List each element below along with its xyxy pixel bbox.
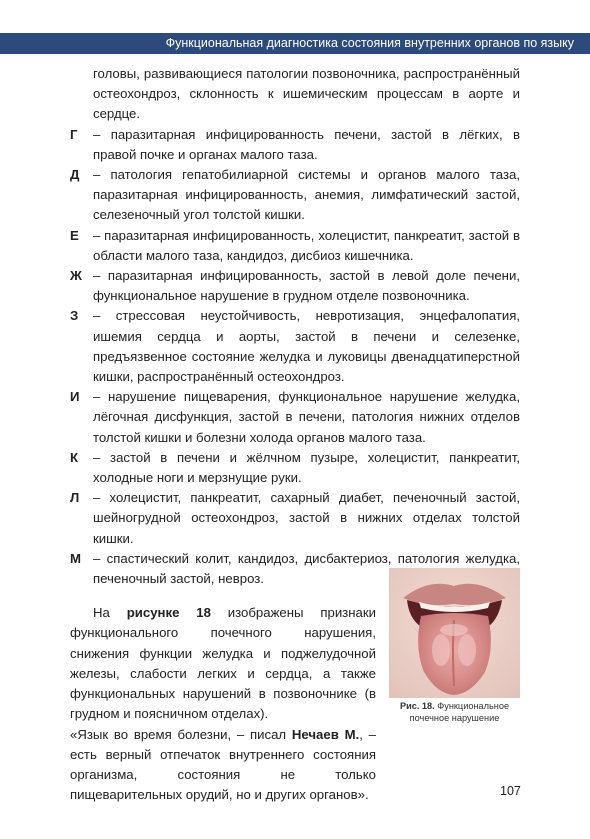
list-item-text: – нарушение пищеварения, функциональное нарушение желудка, лёгочная дисфункция, застой в печени, патология нижних отделов толстой кишки и болезни холода органов малого таза.	[93, 389, 520, 445]
paragraph-text: , – есть верный отпечаток внутреннего состояния организма, состояния не только пищеварительных орудий, но и других органов».	[70, 726, 376, 803]
list-item	[70, 226, 520, 266]
list-item	[70, 448, 520, 488]
list-item-letter: М	[70, 550, 81, 566]
paragraph-text: изображены признаки функционального почечного нарушения, снижения функции желудка и поджелудочной железы, слабости легких и сердца, а также функциональных нарушений в позвоночнике (в грудном и поясничном отделах).	[70, 605, 376, 722]
figure-caption	[389, 700, 520, 724]
page-number: 107	[500, 784, 521, 798]
paragraph-figure-reference	[70, 603, 376, 724]
list-item	[70, 488, 520, 549]
list-item-letter: Л	[70, 490, 80, 506]
paragraph-quote	[70, 725, 376, 806]
figure-caption-text: Функциональное почечное нарушение	[409, 701, 510, 723]
list-item-text: – паразитарная инфицированность, холецистит, панкреатит, застой в области малого таза, кандидоз, дисбиоз кишечника.	[93, 227, 520, 263]
list-item-letter: Г	[70, 126, 78, 142]
list-item	[70, 266, 520, 306]
list-item	[70, 125, 520, 165]
figure-caption-label: Рис. 18.	[399, 701, 435, 711]
intro-continuation: головы, развивающиеся патологии позвоночника, распространённый остеохондроз, склонность к ишемическим процессам в аорте и сердце.	[93, 66, 520, 122]
list-item-text: – спастический колит, кандидоз, дисбактериоз, патология желудка, печеночный застой, невроз.	[93, 550, 520, 587]
list-item-letter: Е	[70, 227, 79, 243]
author-name-bold: Нечаев М.	[291, 726, 360, 742]
figure-reference-bold: рисунке 18	[126, 605, 211, 621]
list-item-text: – стрессовая неустойчивость, невротизация, энцефалопатия, ишемия сердца и аорты, застой в печени и селезенке, предъязвенное состояние желудка и луковицы двенадцатиперстной кишки, распространённый остеохондроз.	[93, 308, 520, 385]
running-header-title: Функциональная диагностика состояния внутренних органов по языку	[165, 36, 574, 50]
list-item-letter: Д	[70, 167, 80, 183]
tongue-illustration	[389, 568, 520, 698]
list-item-letter: К	[70, 449, 79, 465]
list-item	[70, 387, 520, 448]
tongue-figure-image	[389, 568, 520, 698]
list-item-letter: Ж	[70, 268, 82, 284]
list-item-text: – паразитарная инфицированность печени, застой в лёгких, в правой почке и органах малого таза.	[93, 126, 520, 162]
list-item	[70, 165, 520, 226]
paragraph-text: На	[93, 605, 127, 621]
list-item-text: – патология гепатобилиарной системы и органов малого таза, паразитарная инфицированность, анемия, лимфатический застой, селезеночный угол толстой кишки.	[93, 167, 520, 223]
running-header	[0, 33, 590, 54]
list-item-letter: И	[70, 389, 80, 405]
list-item-text: – застой в печени и жёлчном пузыре, холецистит, панкреатит, холодные ноги и мерзнущие руки.	[93, 449, 520, 486]
list-item-letter: З	[70, 308, 79, 324]
paragraph-text: «Язык во время болезни, – писал	[70, 726, 292, 742]
list-item-text: – холецистит, панкреатит, сахарный диабет, печеночный застой, шейногрудной остеохондроз, застой в нижних отделах толстой кишки.	[93, 490, 520, 546]
list-item	[70, 306, 520, 387]
list-item-text: – паразитарная инфицированность, застой в левой доле печени, функциональное нарушение в грудном отделе позвоночника.	[93, 268, 520, 304]
